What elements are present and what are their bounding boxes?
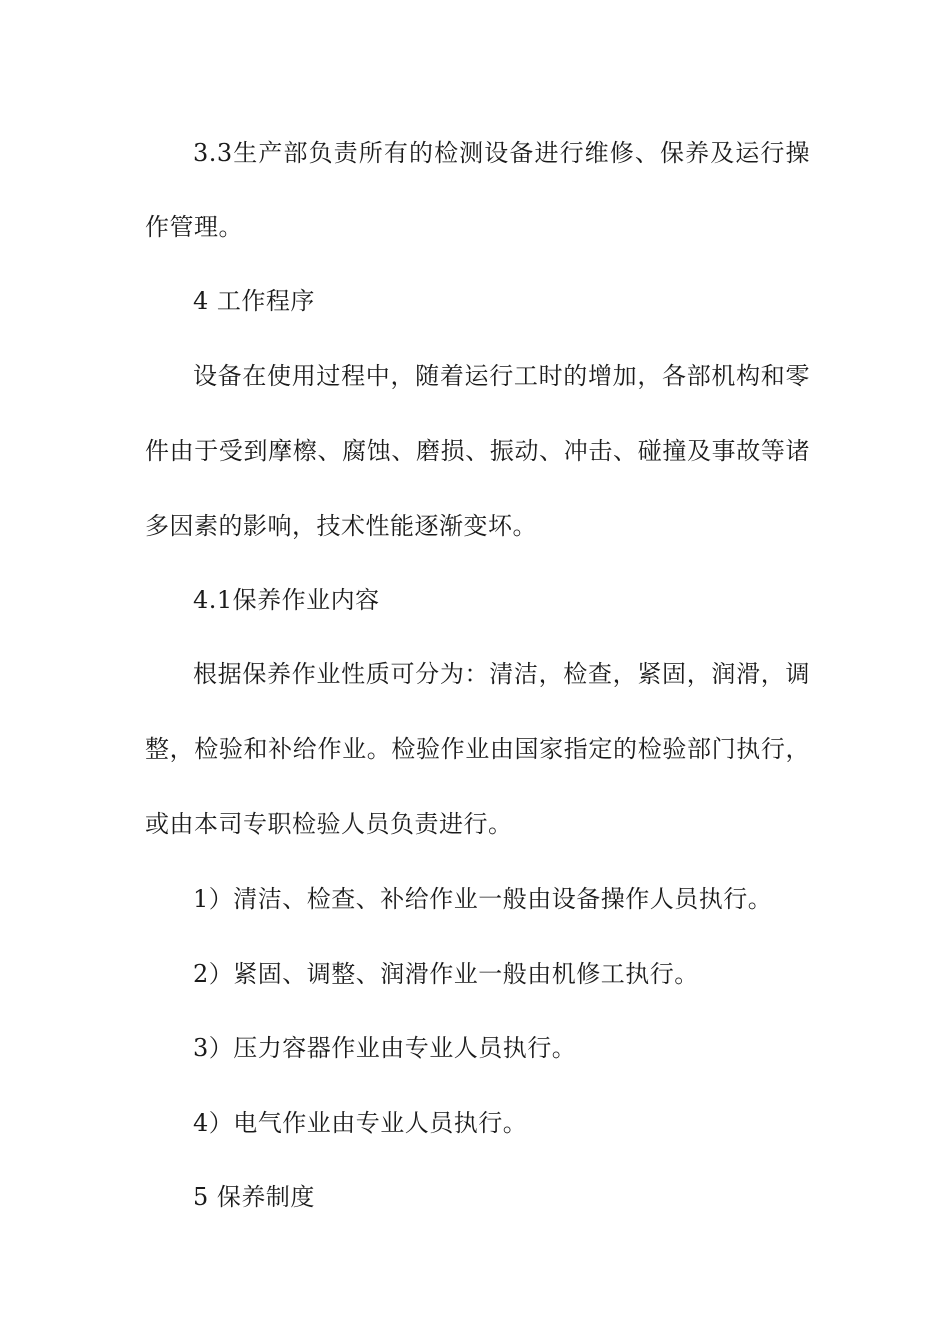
paragraph-4-line-3: 多因素的影响，技术性能逐渐变坏。 <box>145 512 537 540</box>
list-item-2: 2）紧固、调整、润滑作业一般由机修工执行。 <box>193 960 699 988</box>
paragraph-3-3-line-1: 3.3生产部负责所有的检测设备进行维修、保养及运行操 <box>193 139 810 167</box>
list-item-1: 1）清洁、检查、补给作业一般由设备操作人员执行。 <box>193 885 773 913</box>
paragraph-4-1-line-1: 根据保养作业性质可分为：清洁，检查，紧固，润滑，调 <box>193 660 810 688</box>
section-heading-4: 4 工作程序 <box>193 287 315 315</box>
paragraph-4-1-line-3: 或由本司专职检验人员负责进行。 <box>145 810 513 838</box>
paragraph-3-3-line-2: 作管理。 <box>145 213 243 241</box>
list-item-4: 4）电气作业由专业人员执行。 <box>193 1109 528 1137</box>
section-heading-5: 5 保养制度 <box>193 1183 315 1211</box>
paragraph-4-1-line-2: 整，检验和补给作业。检验作业由国家指定的检验部门执行， <box>145 735 810 763</box>
paragraph-4-line-2: 件由于受到摩檫、腐蚀、磨损、振动、冲击、碰撞及事故等诸 <box>145 437 810 465</box>
section-heading-4-1: 4.1保养作业内容 <box>193 586 380 614</box>
list-item-3: 3）压力容器作业由专业人员执行。 <box>193 1034 577 1062</box>
paragraph-4-line-1: 设备在使用过程中，随着运行工时的增加，各部机构和零 <box>193 362 810 390</box>
